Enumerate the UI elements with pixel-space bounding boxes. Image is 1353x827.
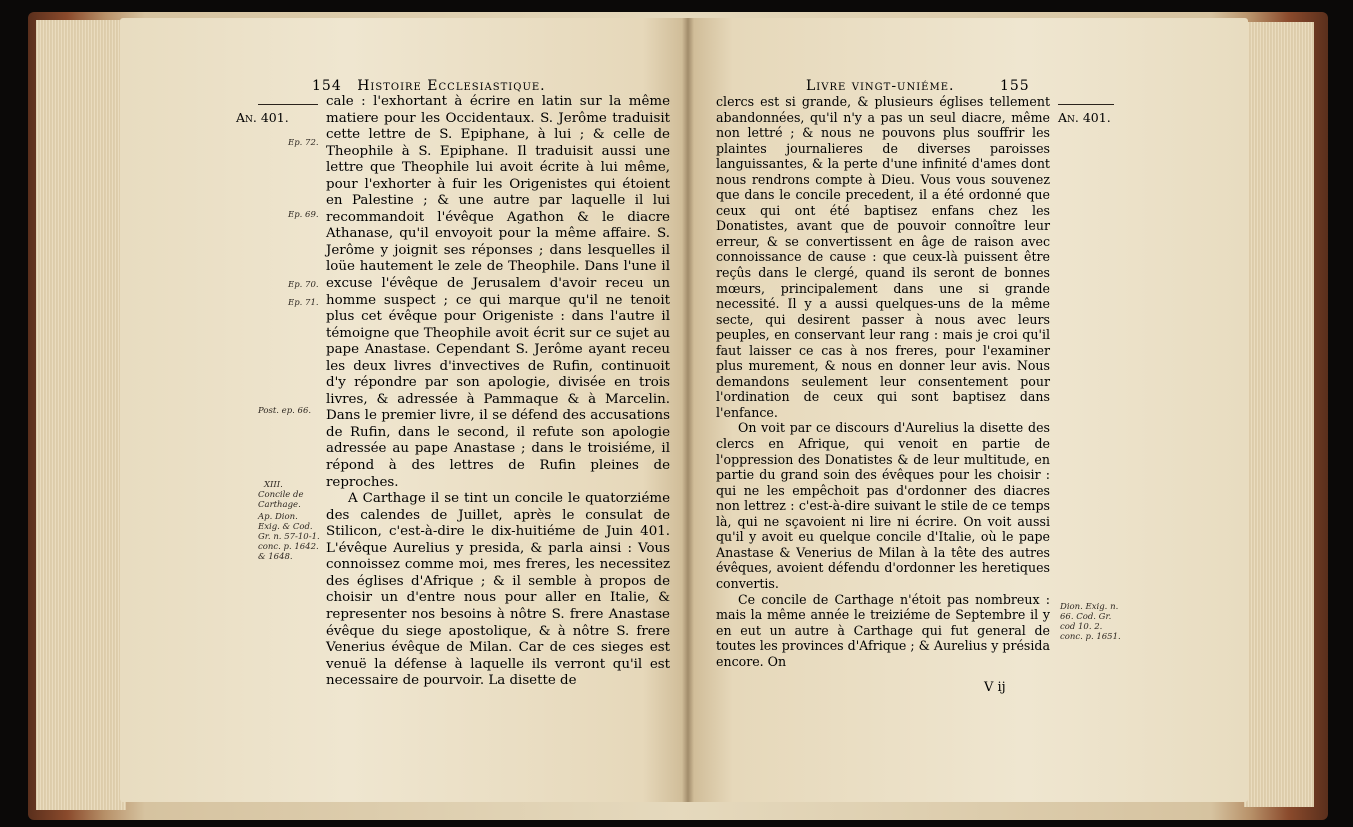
margin-note-section-number: XIII. [264, 480, 283, 490]
margin-note-sources: Ap. Dion. Exig. & Cod. Gr. n. 57-10-1. conc. p. 1642. & 1648. [258, 512, 320, 562]
right-page-body [716, 94, 1050, 669]
left-paragraph-2: A Carthage il se tint un concile le quatorziéme des calendes de Juillet, après le consulat de Stilicon, c'est-à-dire le dix-huitiéme de Juin 401. L'évêque Aurelius y presida, & parla ainsi : Vous connoissez comme moi, mes freres, les necessitez des églises d'Afrique ; & il semble à propos de choisir un d'entre nous pour aller en Italie, & representer nos besoins à nôtre S. frere Anastase évêque du siege apostolique, & à nôtre S. frere Venerius évêque de Milan. Car de ces sieges est venuë la défense à laquelle ils verront qu'il est necessaire de pourvoir. La disette de [326, 491, 670, 689]
left-page-header [312, 78, 546, 94]
left-paragraph-1: cale : l'exhortant à écrire en latin sur la même matiere pour les Occidentaux. S. Jerôme traduisit cette lettre de S. Epiphane, à lui ; & celle de Theophile à S. Epiphane. Il traduisit aussi une lettre que Theophile lui avoit écrite à lui même, pour l'exhorter à fuir les Origenistes qui étoient en Palestine ; & une autre par laquelle il lui recommandoit l'évêque Agathon & le diacre Athanase, qu'il envoyoit pour la même affaire. S. Jerôme y joignit ses réponses ; dans lesquelles il loüe hautement le zele de Theophile. Dans l'une il excuse l'évêque de Jerusalem d'avoir receu un homme suspect ; ce qui marque qu'il ne tenoit plus cet évêque pour Origeniste : dans l'autre il témoigne que Theophile avoit écrit sur ce sujet au pape Anastase. Cependant S. Jerôme ayant receu les deux livres d'invectives de Rufin, continuoit d'y répondre par son apologie, divisée en trois livres, & adressée à Pammaque & à Marcelin. Dans le premier livre, il se défend des accusations de Rufin, dans le second, il refute son apologie adressée au pape Anastase ; dans le troisiéme, il répond à des lettres de Rufin pleines de reproches. [326, 94, 670, 490]
right-page-number: 155 [999, 78, 1030, 94]
margin-note-post-ep66: Post. ep. 66. [258, 406, 312, 416]
margin-note-ep70: Ep. 70. [288, 280, 319, 290]
left-running-head: Histoire Ecclesiastique. [357, 78, 546, 94]
right-running-head: Livre vingt-uniéme. [806, 78, 955, 94]
margin-note-ep72: Ep. 72. [288, 138, 319, 148]
right-year-rule [1058, 104, 1114, 105]
left-year-rule [258, 104, 318, 105]
book-gutter [682, 18, 694, 802]
right-paragraph-1: clercs est si grande, & plusieurs églises tellement abandonnées, qu'il n'y a pas un seul diacre, même non lettré ; & nous ne pouvons plus souffrir les plaintes journalieres de diverses paroisses languissantes, & la perte d'une infinité d'ames dont nous rendrons compte à Dieu. Vous vous souvenez que dans le concile precedent, il a été ordonné que ceux qui ont été baptisez enfans chez les Donatistes, avant que de pouvoir connoître leur erreur, & se convertissent en âge de raison avec connoissance de cause : que ceux-là puissent être reçûs dans le clergé, quand ils seront de bonnes mœurs, principalement dans une si grande necessité. Il y a aussi quelques-uns de la même secte, qui desirent passer à nous avec leurs peuples, en conservant leur rang : mais je croi qu'il faut laisser ce cas à nos freres, pour l'examiner plus murement, & nous en donner leur avis. Nous demandons seulement leur consentement pour l'ordination de ceux qui sont baptisez dans l'enfance. [716, 94, 1050, 420]
margin-note-ep71: Ep. 71. [288, 298, 319, 308]
margin-note-concile: Concile de Carthage. [258, 490, 304, 510]
right-margin-note: Dion. Exig. n. 66. Cod. Gr. cod 10. 2. conc. p. 1651. [1060, 602, 1121, 642]
right-page-header [806, 78, 1030, 94]
right-page-edges [1244, 22, 1314, 807]
left-year: An. 401. [236, 110, 289, 125]
right-year: An. 401. [1058, 110, 1111, 125]
right-paragraph-3: Ce concile de Carthage n'étoit pas nombreux : mais la même année le treiziéme de Septembre il y en eut un autre à Carthage qui fut general de toutes les provinces d'Afrique ; & Aurelius y présida encore. On [716, 591, 1050, 669]
left-page-number: 154 [312, 78, 342, 94]
left-page-edges [36, 20, 126, 810]
margin-note-ep69: Ep. 69. [288, 210, 319, 220]
right-page-signature: V ij [984, 680, 1006, 695]
left-page-body [326, 94, 670, 690]
right-paragraph-2: On voit par ce discours d'Aurelius la disette des clercs en Afrique, qui venoit en partie de l'oppression des Donatistes & de leur multitude, en partie du grand soin des évêques pour les choisir : qui ne les empêchoit pas d'ordonner des diacres non lettrez : c'est-à-dire suivant le stile de ce temps là, qui ne sçavoient ni lire ni écrire. On voit aussi qu'il y avoit eu quelque concile d'Italie, où le pape Anastase & Venerius de Milan à la tête des autres évêques, avoient défendu d'ordonner les heretiques convertis. [716, 420, 1050, 591]
